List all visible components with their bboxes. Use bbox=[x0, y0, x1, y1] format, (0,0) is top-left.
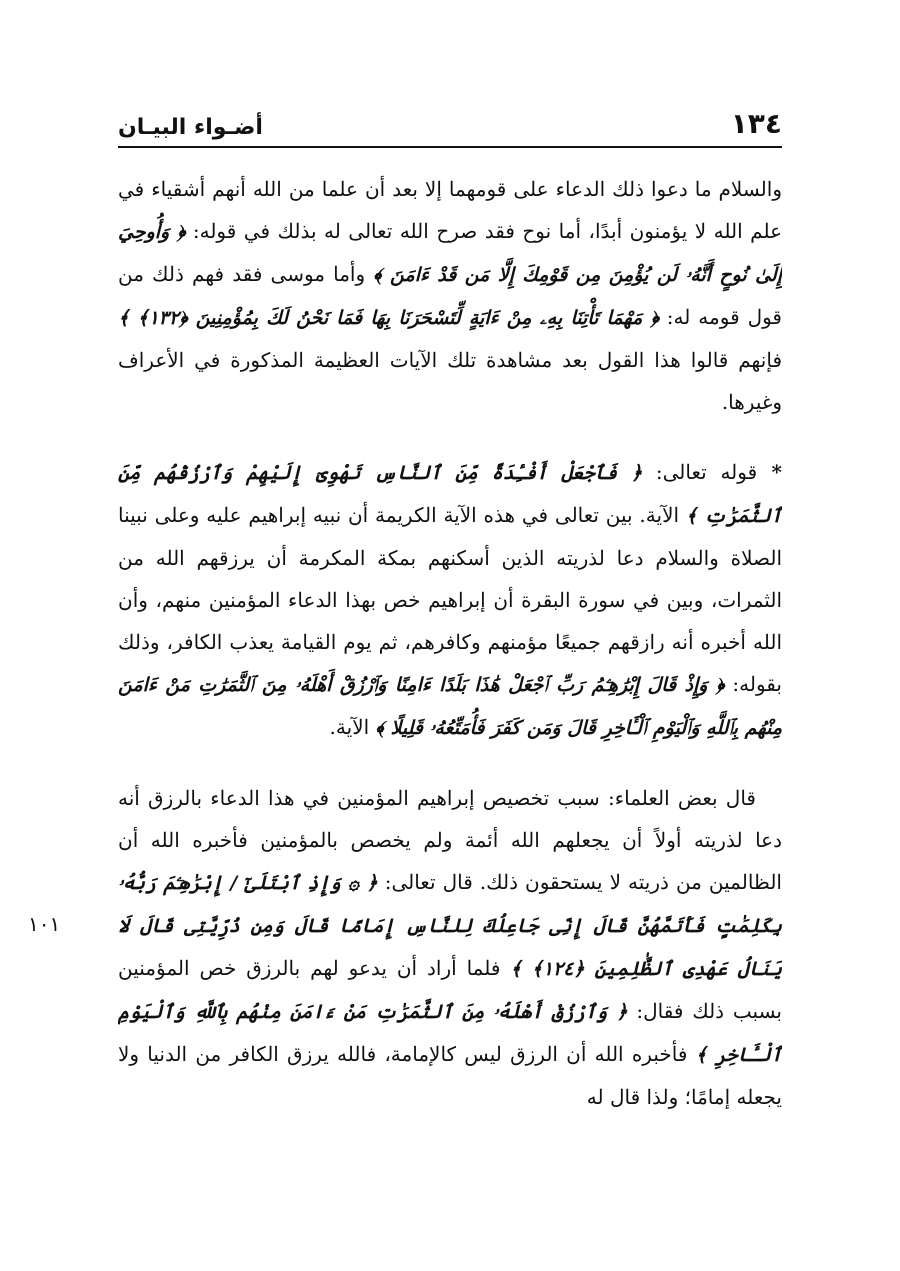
text-segment: الآية. بين تعالى في هذه الآية الكريمة أن نبيه إبراهيم عليه وعلى نبينا الصلاة والسلام دعا لذريته الذين أسكنهم بمكة المكرمة أن يرزقهم الله من الثمرات، وبين في سورة البقرة أن إبراهيم خص بهذا الدعاء المؤمنين منهم، وأن الله أخبره أنه رازقهم جميعًا مؤمنهم وكافرهم، ثم يوم القيامة يعذب الكافر، وذلك بقوله: bbox=[118, 503, 782, 696]
running-title: أضـواء البيـان bbox=[118, 115, 263, 140]
text-segment: الآية. bbox=[329, 715, 376, 739]
text-segment: قال بعض العلماء: سبب تخصيص إبراهيم المؤمنين في هذا الدعاء بالرزق أنه دعا لذريته أولاً أن يجعلهم الله أئمة ولم يخصص بالمؤمنين فأخبره الله أن الظالمين من ذريته لا يستحقون ذلك. قال تعالى: bbox=[118, 786, 782, 894]
page-number: ١٣٤ bbox=[730, 107, 782, 140]
quran-verse: ﴿ وَإِذْ قَالَ إِبْرَٰهِـۧمُ رَبِّ ٱجْعَلْ هَٰذَا بَلَدًا ءَامِنًا وَٱرْزُقْ أَهْلَهُۥ مِنَ ٱلثَّمَرَٰتِ مَنْ ءَامَنَ مِنْهُم بِٱللَّهِ وَٱلْيَوْمِ ٱلْـَٔاخِرِ قَالَ وَمَن كَفَرَ فَأُمَتِّعُهُۥ قَلِيلًا ﴾ bbox=[118, 674, 782, 739]
quran-verse: ﴿ وَأُوحِيَ إِلَىٰ نُوحٍ أَنَّهُۥ لَن يُؤْمِنَ مِن قَوْمِكَ إِلَّا مَن قَدْ ءَامَنَ ﴾ bbox=[118, 221, 782, 286]
text-segment: وأما موسى فقد فهم ذلك من قول قومه له: bbox=[118, 262, 782, 329]
text-segment: فأخبره الله أن الرزق ليس كالإمامة، فالله يرزق الكافر من الدنيا ولا يجعله إمامًا؛ ولذا قال له bbox=[118, 1042, 782, 1109]
page-body bbox=[118, 168, 782, 1198]
text-segment: قوله تعالى: bbox=[642, 460, 758, 484]
text-segment: فإنهم قالوا هذا القول بعد مشاهدة تلك الآيات العظيمة المذكورة في الأعراف وغيرها. bbox=[118, 348, 782, 414]
paragraph-ibrahim-dua bbox=[118, 451, 782, 749]
quran-verse: ﴿ ۞ وَإِذِ ٱبْتَلَىٰٓ / إِبْرَٰهِـۧمَ رَبُّهُۥ بِكَلِمَٰتٍ فَأَتَمَّهُنَّ قَالَ إِنِّى جَاعِلُكَ لِلنَّاسِ إِمَامًا قَالَ وَمِن ذُرِّيَّتِى قَالَ لَا يَنَالُ عَهْدِى ٱلظَّٰلِمِينَ ﴿١٢٤﴾ ﴾ bbox=[118, 872, 782, 980]
quran-verse: ﴿ مَهْمَا تَأْتِنَا بِهِۦ مِنْ ءَايَةٍ لِّتَسْحَرَنَا بِهَا فَمَا نَحْنُ لَكَ بِمُؤْمِنِينَ ﴿١٣٢﴾ ﴾ bbox=[118, 307, 659, 329]
margin-page-reference: ١٠١ bbox=[28, 912, 61, 936]
text-segment: فلما أراد أن يدعو لهم بالرزق خص المؤمنين بسبب ذلك فقال: bbox=[118, 956, 782, 1023]
section-star-marker: * bbox=[757, 460, 782, 484]
paragraph-scholars-opinion bbox=[118, 777, 782, 1118]
page-header bbox=[118, 96, 782, 148]
quran-verse: ﴿ وَٱرْزُقْ أَهْلَهُۥ مِنَ ٱلثَّمَرَٰتِ مَنْ ءَامَنَ مِنْهُم بِٱللَّهِ وَٱلْيَوْمِ ٱلْـَٔاخِرِ ﴾ bbox=[118, 1001, 782, 1066]
quran-verse: ﴿ فَٱجْعَلْ أَفْـِٔدَةً مِّنَ ٱلنَّاسِ تَهْوِىٓ إِلَيْهِمْ وَٱرْزُقْهُم مِّنَ ٱلثَّمَرَٰتِ ﴾ bbox=[118, 462, 782, 527]
text-segment: والسلام ما دعوا ذلك الدعاء على قومهما إلا بعد أن علما من الله أنهم أشقياء في علم الله لا يؤمنون أبدًا، أما نوح فقد صرح الله تعالى له بذلك في قوله: bbox=[118, 177, 782, 243]
paragraph-noah-moses bbox=[118, 168, 782, 423]
